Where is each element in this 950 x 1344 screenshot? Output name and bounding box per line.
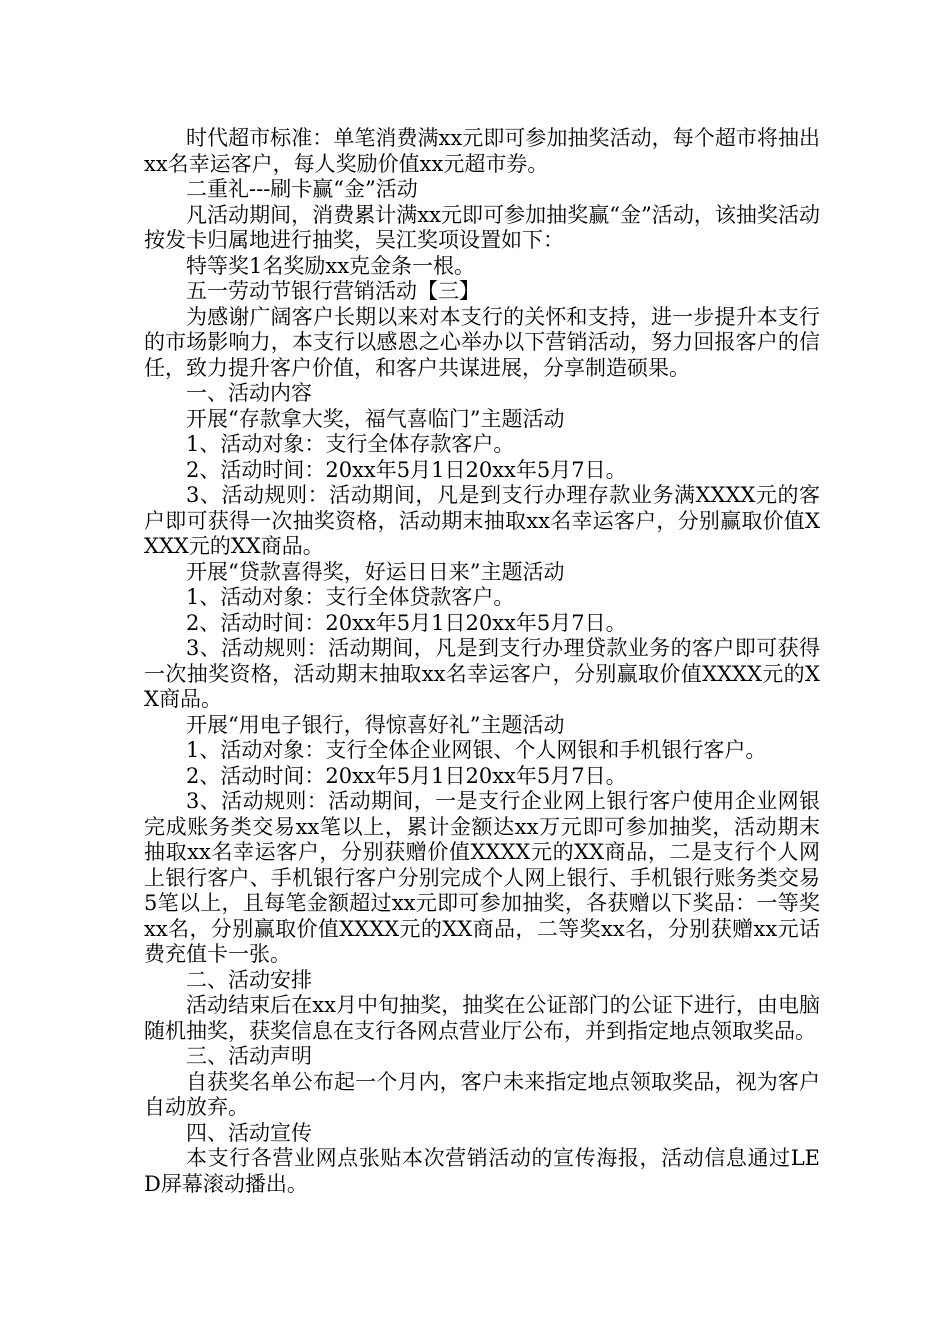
paragraph: 时代超市标准：单笔消费满xx元即可参加抽奖活动，每个超市将抽出xx名幸运客户，每人奖励价值xx元超市券。 [144, 126, 820, 176]
paragraph: 自获奖名单公布起一个月内，客户未来指定地点领取奖品，视为客户自动放弃。 [144, 1069, 820, 1119]
section-heading: 二重礼---刷卡赢“金”活动 [186, 177, 418, 201]
list-item: 3、活动规则：活动期间，一是支行企业网上银行客户使用企业网银完成账务类交易xx笔以上，累计金额达xx万元即可参加抽奖，活动期末抽取xx名幸运客户，分别获赠价值XXXX元的XX商品，二是支行个人网上银行客户、手机银行客户分别完成个人网上银行、手机银行账务类交易5笔以上，且每笔金额超过xx元即可参加抽奖，各获赠以下奖品：一等奖xx名，分别赢取价值XXXX元的XX商品，二等奖xx名，分别获赠xx元话费充值卡一张。 [144, 789, 820, 966]
list-item: 1、活动对象：支行全体企业网银、个人网银和手机银行客户。 [186, 738, 767, 762]
section-heading: 二、活动安排 [186, 967, 312, 992]
paragraph: 本支行各营业网点张贴本次营销活动的宣传海报，活动信息通过LED屏幕滚动播出。 [144, 1146, 820, 1196]
list-item: 3、活动规则：活动期间，凡是到支行办理贷款业务的客户即可获得一次抽奖资格，活动期末抽取xx名幸运客户，分别赢取价值XXXX元的XX商品。 [144, 636, 820, 711]
section-heading: 四、活动宣传 [186, 1120, 312, 1145]
paragraph: 凡活动期间，消费累计满xx元即可参加抽奖赢“金”活动，该抽奖活动按发卡归属地进行抽奖，吴江奖项设置如下： [144, 202, 820, 252]
paragraph: 开展“贷款喜得奖，好运日日来”主题活动 [186, 559, 565, 584]
document-body [144, 126, 820, 1197]
list-item: 2、活动时间：20xx年5月1日20xx年5月7日。 [186, 457, 627, 482]
list-item: 2、活动时间：20xx年5月1日20xx年5月7日。 [186, 763, 627, 788]
section-title: 五一劳动节银行营销活动【三】 [186, 279, 480, 303]
paragraph: 开展“用电子银行，得惊喜好礼”主题活动 [186, 712, 565, 737]
paragraph: 开展“存款拿大奖，福气喜临门”主题活动 [186, 406, 565, 431]
list-item: 3、活动规则：活动期间，凡是到支行办理存款业务满XXXX元的客户即可获得一次抽奖资格，活动期末抽取xx名幸运客户，分别赢取价值XXXX元的XX商品。 [144, 483, 820, 558]
section-heading: 一、活动内容 [186, 381, 312, 405]
list-item: 1、活动对象：支行全体贷款客户。 [186, 585, 515, 609]
paragraph: 为感谢广阔客户长期以来对本支行的关怀和支持，进一步提升本支行的市场影响力，本支行以感恩之心举办以下营销活动，努力回报客户的信任，致力提升客户价值，和客户共谋进展，分享制造硕果。 [144, 304, 820, 380]
section-heading: 三、活动声明 [186, 1044, 312, 1068]
paragraph: 活动结束后在xx月中旬抽奖，抽奖在公证部门的公证下进行，由电脑随机抽奖，获奖信息在支行各网点营业厅公布，并到指定地点领取奖品。 [144, 993, 820, 1043]
list-item: 2、活动时间：20xx年5月1日20xx年5月7日。 [186, 610, 627, 635]
paragraph: 特等奖1名奖励xx克金条一根。 [186, 253, 476, 278]
list-item: 1、活动对象：支行全体存款客户。 [186, 432, 515, 456]
